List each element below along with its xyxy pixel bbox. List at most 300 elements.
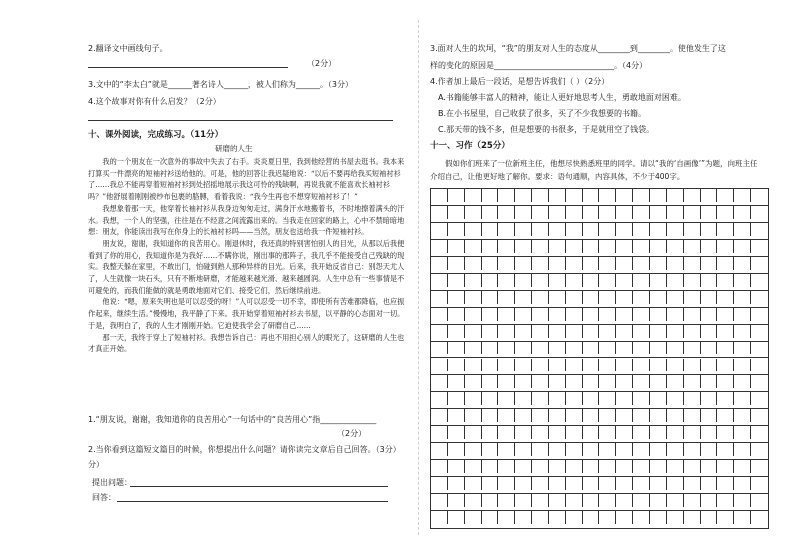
grid-cell[interactable] bbox=[498, 359, 515, 372]
grid-cell[interactable] bbox=[448, 240, 465, 253]
grid-cell[interactable] bbox=[734, 409, 751, 422]
grid-cell[interactable] bbox=[633, 409, 650, 422]
grid-cell[interactable] bbox=[751, 189, 768, 202]
grid-cell[interactable] bbox=[684, 443, 701, 456]
grid-cell[interactable] bbox=[650, 308, 667, 321]
grid-cell[interactable] bbox=[616, 392, 633, 405]
grid-cell[interactable] bbox=[532, 189, 549, 202]
grid-cell[interactable] bbox=[751, 494, 768, 507]
grid-cell[interactable] bbox=[583, 494, 600, 507]
grid-cell[interactable] bbox=[583, 189, 600, 202]
option-c[interactable]: C.那天带的钱不多，但是想要的书很多，于是就用空了钱袋。 bbox=[438, 125, 655, 134]
grid-cell[interactable] bbox=[684, 325, 701, 338]
grid-cell[interactable] bbox=[448, 223, 465, 236]
grid-cell[interactable] bbox=[667, 342, 684, 355]
grid-cell[interactable] bbox=[515, 325, 532, 338]
grid-cell[interactable] bbox=[482, 494, 499, 507]
grid-cell[interactable] bbox=[583, 359, 600, 372]
grid-cell[interactable] bbox=[717, 189, 734, 202]
grid-cell[interactable] bbox=[549, 325, 566, 338]
grid-cell[interactable] bbox=[549, 392, 566, 405]
grid-cell[interactable] bbox=[684, 477, 701, 490]
grid-cell[interactable] bbox=[734, 223, 751, 236]
option-a[interactable]: A.书籍能够丰富人的精神，能让人更好地思考人生，勇敢地面对困难。 bbox=[438, 93, 686, 102]
grid-cell[interactable] bbox=[734, 359, 751, 372]
grid-cell[interactable] bbox=[465, 291, 482, 304]
grid-cell[interactable] bbox=[633, 291, 650, 304]
grid-cell[interactable] bbox=[515, 375, 532, 388]
grid-cell[interactable] bbox=[498, 494, 515, 507]
grid-cell[interactable] bbox=[650, 409, 667, 422]
grid-cell[interactable] bbox=[482, 409, 499, 422]
grid-cell[interactable] bbox=[549, 477, 566, 490]
grid-cell[interactable] bbox=[583, 477, 600, 490]
grid-cell[interactable] bbox=[717, 409, 734, 422]
grid-cell[interactable] bbox=[650, 223, 667, 236]
grid-cell[interactable] bbox=[616, 257, 633, 270]
grid-cell[interactable] bbox=[515, 274, 532, 287]
grid-cell[interactable] bbox=[684, 409, 701, 422]
grid-cell[interactable] bbox=[684, 308, 701, 321]
grid-cell[interactable] bbox=[633, 443, 650, 456]
grid-cell[interactable] bbox=[482, 206, 499, 219]
grid-cell[interactable] bbox=[465, 426, 482, 439]
grid-cell[interactable] bbox=[465, 392, 482, 405]
grid-cell[interactable] bbox=[684, 291, 701, 304]
grid-cell[interactable] bbox=[701, 375, 718, 388]
grid-cell[interactable] bbox=[667, 308, 684, 321]
grid-cell[interactable] bbox=[515, 257, 532, 270]
answer-line[interactable] bbox=[117, 501, 388, 502]
grid-cell[interactable] bbox=[498, 375, 515, 388]
grid-cell[interactable] bbox=[498, 460, 515, 473]
grid-cell[interactable] bbox=[751, 426, 768, 439]
grid-cell[interactable] bbox=[701, 308, 718, 321]
grid-cell[interactable] bbox=[616, 223, 633, 236]
grid-cell[interactable] bbox=[751, 460, 768, 473]
grid-cell[interactable] bbox=[431, 460, 448, 473]
grid-cell[interactable] bbox=[465, 460, 482, 473]
grid-cell[interactable] bbox=[600, 426, 617, 439]
grid-cell[interactable] bbox=[515, 392, 532, 405]
grid-cell[interactable] bbox=[465, 189, 482, 202]
grid-cell[interactable] bbox=[448, 443, 465, 456]
grid-cell[interactable] bbox=[482, 511, 499, 524]
grid-cell[interactable] bbox=[583, 375, 600, 388]
grid-cell[interactable] bbox=[515, 189, 532, 202]
grid-cell[interactable] bbox=[633, 494, 650, 507]
grid-cell[interactable] bbox=[701, 291, 718, 304]
grid-cell[interactable] bbox=[549, 342, 566, 355]
grid-cell[interactable] bbox=[566, 409, 583, 422]
grid-cell[interactable] bbox=[431, 206, 448, 219]
grid-cell[interactable] bbox=[532, 240, 549, 253]
grid-cell[interactable] bbox=[616, 325, 633, 338]
grid-cell[interactable] bbox=[734, 375, 751, 388]
grid-cell[interactable] bbox=[482, 223, 499, 236]
grid-cell[interactable] bbox=[465, 494, 482, 507]
grid-cell[interactable] bbox=[734, 291, 751, 304]
grid-cell[interactable] bbox=[717, 291, 734, 304]
grid-cell[interactable] bbox=[465, 511, 482, 524]
grid-cell[interactable] bbox=[667, 375, 684, 388]
grid-cell[interactable] bbox=[701, 359, 718, 372]
grid-cell[interactable] bbox=[684, 206, 701, 219]
grid-cell[interactable] bbox=[448, 460, 465, 473]
grid-cell[interactable] bbox=[650, 325, 667, 338]
grid-cell[interactable] bbox=[734, 494, 751, 507]
grid-cell[interactable] bbox=[600, 189, 617, 202]
grid-cell[interactable] bbox=[600, 240, 617, 253]
grid-cell[interactable] bbox=[532, 291, 549, 304]
grid-cell[interactable] bbox=[532, 426, 549, 439]
grid-cell[interactable] bbox=[633, 342, 650, 355]
grid-cell[interactable] bbox=[465, 375, 482, 388]
grid-cell[interactable] bbox=[532, 206, 549, 219]
grid-cell[interactable] bbox=[431, 274, 448, 287]
grid-cell[interactable] bbox=[448, 511, 465, 524]
grid-cell[interactable] bbox=[448, 189, 465, 202]
grid-cell[interactable] bbox=[549, 359, 566, 372]
grid-cell[interactable] bbox=[431, 409, 448, 422]
grid-cell[interactable] bbox=[633, 477, 650, 490]
grid-cell[interactable] bbox=[566, 325, 583, 338]
grid-cell[interactable] bbox=[701, 494, 718, 507]
grid-cell[interactable] bbox=[549, 409, 566, 422]
grid-cell[interactable] bbox=[482, 274, 499, 287]
grid-cell[interactable] bbox=[498, 511, 515, 524]
grid-cell[interactable] bbox=[600, 291, 617, 304]
grid-cell[interactable] bbox=[667, 223, 684, 236]
answer-line[interactable] bbox=[88, 67, 288, 68]
grid-cell[interactable] bbox=[616, 274, 633, 287]
grid-cell[interactable] bbox=[448, 426, 465, 439]
grid-cell[interactable] bbox=[448, 325, 465, 338]
grid-cell[interactable] bbox=[650, 359, 667, 372]
grid-cell[interactable] bbox=[482, 325, 499, 338]
grid-cell[interactable] bbox=[650, 342, 667, 355]
grid-cell[interactable] bbox=[650, 477, 667, 490]
grid-cell[interactable] bbox=[431, 359, 448, 372]
grid-cell[interactable] bbox=[583, 409, 600, 422]
grid-cell[interactable] bbox=[532, 392, 549, 405]
grid-cell[interactable] bbox=[431, 443, 448, 456]
grid-cell[interactable] bbox=[532, 274, 549, 287]
grid-cell[interactable] bbox=[431, 392, 448, 405]
grid-cell[interactable] bbox=[566, 494, 583, 507]
grid-cell[interactable] bbox=[498, 477, 515, 490]
grid-cell[interactable] bbox=[566, 342, 583, 355]
grid-cell[interactable] bbox=[583, 443, 600, 456]
grid-cell[interactable] bbox=[633, 375, 650, 388]
grid-cell[interactable] bbox=[498, 443, 515, 456]
grid-cell[interactable] bbox=[633, 189, 650, 202]
grid-cell[interactable] bbox=[583, 223, 600, 236]
grid-cell[interactable] bbox=[532, 342, 549, 355]
grid-cell[interactable] bbox=[498, 308, 515, 321]
grid-cell[interactable] bbox=[650, 460, 667, 473]
grid-cell[interactable] bbox=[482, 240, 499, 253]
grid-cell[interactable] bbox=[667, 240, 684, 253]
grid-cell[interactable] bbox=[515, 240, 532, 253]
grid-cell[interactable] bbox=[448, 206, 465, 219]
grid-cell[interactable] bbox=[684, 494, 701, 507]
grid-cell[interactable] bbox=[431, 477, 448, 490]
grid-cell[interactable] bbox=[734, 308, 751, 321]
grid-cell[interactable] bbox=[566, 308, 583, 321]
grid-cell[interactable] bbox=[734, 257, 751, 270]
grid-cell[interactable] bbox=[532, 477, 549, 490]
grid-cell[interactable] bbox=[583, 308, 600, 321]
grid-cell[interactable] bbox=[667, 359, 684, 372]
grid-cell[interactable] bbox=[616, 375, 633, 388]
grid-cell[interactable] bbox=[465, 477, 482, 490]
grid-cell[interactable] bbox=[549, 443, 566, 456]
grid-cell[interactable] bbox=[701, 223, 718, 236]
grid-cell[interactable] bbox=[751, 223, 768, 236]
grid-cell[interactable] bbox=[583, 460, 600, 473]
grid-cell[interactable] bbox=[431, 308, 448, 321]
grid-cell[interactable] bbox=[734, 392, 751, 405]
grid-cell[interactable] bbox=[701, 257, 718, 270]
grid-cell[interactable] bbox=[751, 206, 768, 219]
grid-cell[interactable] bbox=[751, 257, 768, 270]
grid-cell[interactable] bbox=[482, 308, 499, 321]
grid-cell[interactable] bbox=[482, 392, 499, 405]
grid-cell[interactable] bbox=[532, 257, 549, 270]
grid-cell[interactable] bbox=[751, 342, 768, 355]
grid-cell[interactable] bbox=[498, 257, 515, 270]
grid-cell[interactable] bbox=[431, 511, 448, 524]
grid-cell[interactable] bbox=[717, 426, 734, 439]
option-b[interactable]: B.在小书屋里，自己收获了很多，买了不少我想要的书籍。 bbox=[438, 109, 647, 118]
grid-cell[interactable] bbox=[549, 460, 566, 473]
grid-cell[interactable] bbox=[717, 308, 734, 321]
grid-cell[interactable] bbox=[600, 409, 617, 422]
grid-cell[interactable] bbox=[465, 206, 482, 219]
grid-cell[interactable] bbox=[650, 426, 667, 439]
grid-cell[interactable] bbox=[583, 426, 600, 439]
grid-cell[interactable] bbox=[667, 443, 684, 456]
grid-cell[interactable] bbox=[751, 511, 768, 524]
grid-cell[interactable] bbox=[717, 477, 734, 490]
grid-cell[interactable] bbox=[751, 274, 768, 287]
grid-cell[interactable] bbox=[465, 240, 482, 253]
grid-cell[interactable] bbox=[549, 189, 566, 202]
grid-cell[interactable] bbox=[734, 325, 751, 338]
grid-cell[interactable] bbox=[717, 460, 734, 473]
grid-cell[interactable] bbox=[566, 240, 583, 253]
grid-cell[interactable] bbox=[566, 206, 583, 219]
grid-cell[interactable] bbox=[717, 257, 734, 270]
grid-cell[interactable] bbox=[701, 342, 718, 355]
grid-cell[interactable] bbox=[532, 494, 549, 507]
grid-cell[interactable] bbox=[515, 477, 532, 490]
grid-cell[interactable] bbox=[498, 189, 515, 202]
grid-cell[interactable] bbox=[482, 189, 499, 202]
grid-cell[interactable] bbox=[566, 223, 583, 236]
grid-cell[interactable] bbox=[734, 274, 751, 287]
grid-cell[interactable] bbox=[600, 443, 617, 456]
grid-cell[interactable] bbox=[583, 274, 600, 287]
grid-cell[interactable] bbox=[515, 494, 532, 507]
grid-cell[interactable] bbox=[566, 392, 583, 405]
grid-cell[interactable] bbox=[600, 206, 617, 219]
grid-cell[interactable] bbox=[667, 257, 684, 270]
grid-cell[interactable] bbox=[751, 359, 768, 372]
grid-cell[interactable] bbox=[431, 291, 448, 304]
grid-cell[interactable] bbox=[498, 291, 515, 304]
grid-cell[interactable] bbox=[650, 206, 667, 219]
grid-cell[interactable] bbox=[431, 494, 448, 507]
grid-cell[interactable] bbox=[566, 460, 583, 473]
grid-cell[interactable] bbox=[600, 392, 617, 405]
grid-cell[interactable] bbox=[684, 342, 701, 355]
grid-cell[interactable] bbox=[701, 189, 718, 202]
grid-cell[interactable] bbox=[701, 392, 718, 405]
grid-cell[interactable] bbox=[667, 206, 684, 219]
grid-cell[interactable] bbox=[482, 426, 499, 439]
grid-cell[interactable] bbox=[566, 426, 583, 439]
grid-cell[interactable] bbox=[701, 477, 718, 490]
grid-cell[interactable] bbox=[498, 223, 515, 236]
grid-cell[interactable] bbox=[532, 375, 549, 388]
grid-cell[interactable] bbox=[650, 511, 667, 524]
grid-cell[interactable] bbox=[616, 426, 633, 439]
grid-cell[interactable] bbox=[684, 223, 701, 236]
grid-cell[interactable] bbox=[448, 274, 465, 287]
grid-cell[interactable] bbox=[515, 511, 532, 524]
grid-cell[interactable] bbox=[566, 375, 583, 388]
grid-cell[interactable] bbox=[633, 359, 650, 372]
grid-cell[interactable] bbox=[448, 477, 465, 490]
grid-cell[interactable] bbox=[684, 189, 701, 202]
grid-cell[interactable] bbox=[549, 257, 566, 270]
grid-cell[interactable] bbox=[600, 494, 617, 507]
grid-cell[interactable] bbox=[515, 359, 532, 372]
grid-cell[interactable] bbox=[667, 511, 684, 524]
grid-cell[interactable] bbox=[684, 511, 701, 524]
grid-cell[interactable] bbox=[650, 494, 667, 507]
grid-cell[interactable] bbox=[616, 443, 633, 456]
grid-cell[interactable] bbox=[684, 426, 701, 439]
grid-cell[interactable] bbox=[751, 375, 768, 388]
grid-cell[interactable] bbox=[633, 257, 650, 270]
grid-cell[interactable] bbox=[566, 291, 583, 304]
grid-cell[interactable] bbox=[600, 342, 617, 355]
grid-cell[interactable] bbox=[583, 511, 600, 524]
grid-cell[interactable] bbox=[498, 342, 515, 355]
grid-cell[interactable] bbox=[650, 240, 667, 253]
grid-cell[interactable] bbox=[532, 308, 549, 321]
grid-cell[interactable] bbox=[616, 189, 633, 202]
grid-cell[interactable] bbox=[717, 375, 734, 388]
grid-cell[interactable] bbox=[600, 359, 617, 372]
grid-cell[interactable] bbox=[650, 189, 667, 202]
grid-cell[interactable] bbox=[431, 223, 448, 236]
grid-cell[interactable] bbox=[667, 189, 684, 202]
grid-cell[interactable] bbox=[734, 206, 751, 219]
grid-cell[interactable] bbox=[717, 443, 734, 456]
grid-cell[interactable] bbox=[532, 325, 549, 338]
grid-cell[interactable] bbox=[633, 511, 650, 524]
grid-cell[interactable] bbox=[734, 443, 751, 456]
grid-cell[interactable] bbox=[701, 443, 718, 456]
grid-cell[interactable] bbox=[532, 359, 549, 372]
grid-cell[interactable] bbox=[465, 223, 482, 236]
grid-cell[interactable] bbox=[431, 426, 448, 439]
grid-cell[interactable] bbox=[498, 392, 515, 405]
grid-cell[interactable] bbox=[465, 342, 482, 355]
grid-cell[interactable] bbox=[549, 494, 566, 507]
grid-cell[interactable] bbox=[684, 375, 701, 388]
grid-cell[interactable] bbox=[616, 511, 633, 524]
grid-cell[interactable] bbox=[498, 274, 515, 287]
grid-cell[interactable] bbox=[616, 291, 633, 304]
grid-cell[interactable] bbox=[583, 240, 600, 253]
grid-cell[interactable] bbox=[751, 240, 768, 253]
grid-cell[interactable] bbox=[482, 375, 499, 388]
grid-cell[interactable] bbox=[448, 392, 465, 405]
grid-cell[interactable] bbox=[549, 274, 566, 287]
grid-cell[interactable] bbox=[616, 409, 633, 422]
grid-cell[interactable] bbox=[515, 409, 532, 422]
grid-cell[interactable] bbox=[482, 359, 499, 372]
grid-cell[interactable] bbox=[431, 325, 448, 338]
grid-cell[interactable] bbox=[566, 189, 583, 202]
grid-cell[interactable] bbox=[431, 240, 448, 253]
grid-cell[interactable] bbox=[734, 477, 751, 490]
grid-cell[interactable] bbox=[717, 494, 734, 507]
grid-cell[interactable] bbox=[600, 308, 617, 321]
grid-cell[interactable] bbox=[717, 274, 734, 287]
grid-cell[interactable] bbox=[717, 206, 734, 219]
grid-cell[interactable] bbox=[667, 477, 684, 490]
grid-cell[interactable] bbox=[600, 511, 617, 524]
grid-cell[interactable] bbox=[616, 460, 633, 473]
grid-cell[interactable] bbox=[465, 308, 482, 321]
grid-cell[interactable] bbox=[701, 426, 718, 439]
grid-cell[interactable] bbox=[751, 409, 768, 422]
grid-cell[interactable] bbox=[549, 240, 566, 253]
grid-cell[interactable] bbox=[532, 409, 549, 422]
grid-cell[interactable] bbox=[667, 426, 684, 439]
grid-cell[interactable] bbox=[650, 274, 667, 287]
grid-cell[interactable] bbox=[549, 426, 566, 439]
grid-cell[interactable] bbox=[431, 342, 448, 355]
grid-cell[interactable] bbox=[498, 325, 515, 338]
grid-cell[interactable] bbox=[616, 308, 633, 321]
grid-cell[interactable] bbox=[482, 291, 499, 304]
grid-cell[interactable] bbox=[583, 206, 600, 219]
grid-cell[interactable] bbox=[566, 257, 583, 270]
grid-cell[interactable] bbox=[532, 223, 549, 236]
grid-cell[interactable] bbox=[701, 325, 718, 338]
grid-cell[interactable] bbox=[616, 342, 633, 355]
grid-cell[interactable] bbox=[583, 342, 600, 355]
grid-cell[interactable] bbox=[633, 460, 650, 473]
grid-cell[interactable] bbox=[751, 308, 768, 321]
grid-cell[interactable] bbox=[734, 460, 751, 473]
grid-cell[interactable] bbox=[684, 274, 701, 287]
grid-cell[interactable] bbox=[734, 240, 751, 253]
grid-cell[interactable] bbox=[549, 511, 566, 524]
grid-cell[interactable] bbox=[448, 257, 465, 270]
grid-cell[interactable] bbox=[448, 494, 465, 507]
grid-cell[interactable] bbox=[616, 240, 633, 253]
grid-cell[interactable] bbox=[701, 206, 718, 219]
grid-cell[interactable] bbox=[717, 392, 734, 405]
